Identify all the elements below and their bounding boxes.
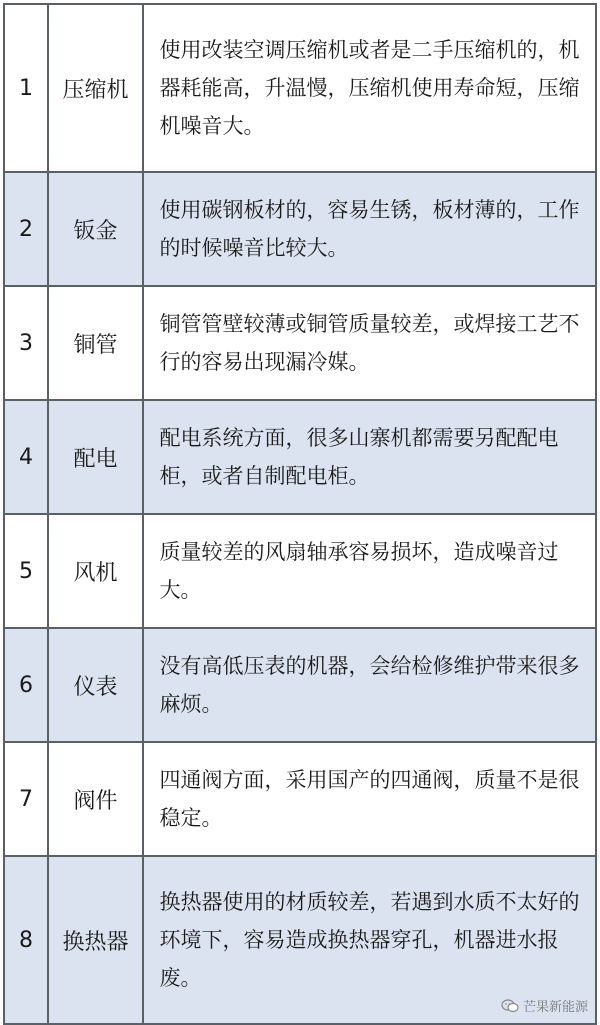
table-row <box>4 4 596 172</box>
description-cell <box>143 628 596 742</box>
description-text: 使用碳钢板材的，容易生锈，板材薄的，工作的时候噪音比较大。 <box>159 198 580 260</box>
component-name: 配电 <box>48 400 143 514</box>
component-name: 压缩机 <box>48 4 143 172</box>
description-text: 质量较差的风扇轴承容易损坏，造成噪音过大。 <box>159 540 559 602</box>
row-number: 1 <box>4 4 48 172</box>
description-text: 配电系统方面，很多山寨机都需要另配配电柜，或者自制配电柜。 <box>159 426 559 488</box>
description-cell <box>143 4 596 172</box>
component-name: 钣金 <box>48 172 143 286</box>
table-row <box>4 286 596 400</box>
row-number: 6 <box>4 628 48 742</box>
watermark-text: 芒果新能源 <box>522 1000 588 1015</box>
description-cell <box>143 742 596 856</box>
description-text: 四通阀方面，采用国产的四通阀，质量不是很稳定。 <box>159 768 580 830</box>
row-number: 2 <box>4 172 48 286</box>
row-number: 4 <box>4 400 48 514</box>
component-name: 换热器 <box>48 856 143 1024</box>
row-number: 5 <box>4 514 48 628</box>
description-cell <box>143 286 596 400</box>
description-text: 没有高低压表的机器，会给检修维护带来很多麻烦。 <box>159 654 580 716</box>
row-number: 7 <box>4 742 48 856</box>
description-text: 使用改装空调压缩机或者是二手压缩机的，机器耗能高，升温慢，压缩机使用寿命短，压缩机噪音大。 <box>159 38 580 138</box>
table-row <box>4 514 596 628</box>
table-row <box>4 400 596 514</box>
description-text: 铜管管壁较薄或铜管质量较差，或焊接工艺不行的容易出现漏冷媒。 <box>159 312 580 374</box>
description-cell <box>143 400 596 514</box>
description-cell <box>143 514 596 628</box>
wechat-icon <box>501 999 519 1013</box>
watermark <box>501 996 588 1015</box>
table-row <box>4 742 596 856</box>
comparison-table <box>3 3 597 1025</box>
component-name: 铜管 <box>48 286 143 400</box>
description-cell <box>143 172 596 286</box>
table-row <box>4 628 596 742</box>
component-name: 风机 <box>48 514 143 628</box>
description-text: 换热器使用的材质较差，若遇到水质不太好的环境下，容易造成换热器穿孔，机器进水报废。 <box>159 890 580 990</box>
component-name: 阀件 <box>48 742 143 856</box>
table-row <box>4 172 596 286</box>
component-name: 仪表 <box>48 628 143 742</box>
row-number: 3 <box>4 286 48 400</box>
row-number: 8 <box>4 856 48 1024</box>
